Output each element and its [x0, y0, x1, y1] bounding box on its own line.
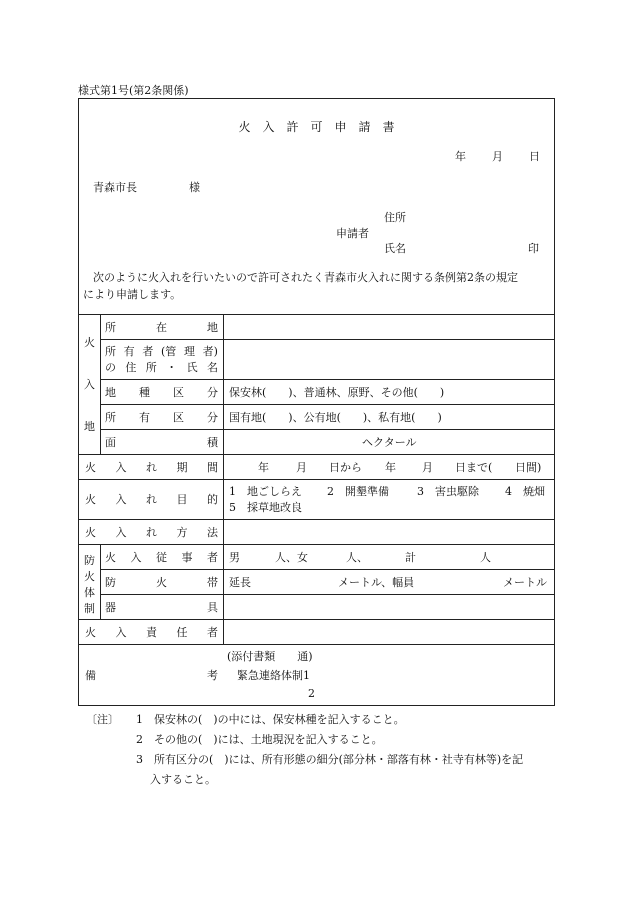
equipment-value[interactable]: [229, 599, 529, 613]
land-group-char-1: 火: [84, 336, 95, 349]
addressee-honorific: 様: [189, 181, 200, 194]
period-year-1: 年: [258, 461, 269, 474]
note-item-3: 3 所有区分の( )には、所有形態の細分(部分林・部落有林・社寺有林等)を記: [136, 753, 524, 766]
workers-label: 火 入 従 事 者: [105, 551, 218, 564]
purpose-option-2: 2 開墾準備: [327, 485, 389, 498]
workers-female: 人、女: [275, 551, 308, 564]
period-year-2: 年: [385, 461, 396, 474]
workers-total: 計: [405, 551, 416, 564]
remarks-label: 備 考: [85, 669, 218, 682]
workers-female-unit: 人、: [346, 551, 368, 564]
purpose-option-5: 5 採草地改良: [229, 501, 302, 514]
responsible-label: 火 入 責 任 者: [85, 626, 218, 639]
period-day-from: 日から: [329, 461, 362, 474]
responsible-value[interactable]: [229, 624, 529, 638]
application-form: [78, 98, 555, 706]
firebreak-width-unit: メートル: [503, 576, 547, 589]
remarks-contact-1: 緊急連絡体制1: [237, 669, 310, 682]
firebreak-length: 延長: [229, 576, 251, 589]
method-value[interactable]: [229, 524, 529, 538]
applicant-address-label: 住所: [384, 211, 406, 224]
notes-heading: 〔注〕: [86, 713, 119, 726]
land-type-value: 保安林( )、普通林、原野、その他( ): [229, 386, 445, 399]
period-label: 火 入 れ 期 間: [85, 461, 218, 474]
note-item-3-continuation: 入すること。: [150, 773, 216, 786]
location-value[interactable]: [229, 319, 529, 333]
applicant-label: 申請者: [336, 227, 369, 240]
workers-male: 男: [229, 551, 240, 564]
firebreak-width: メートル、幅員: [338, 576, 415, 589]
intro-line-1: 次のように火入れを行いたいので許可されたく青森市火入れに関する条例第2条の規定: [93, 271, 518, 284]
purpose-option-1: 1 地ごしらえ: [229, 485, 302, 498]
purpose-label: 火 入 れ 目 的: [85, 493, 218, 506]
land-group-char-3: 地: [84, 420, 95, 433]
owner-value[interactable]: [229, 351, 529, 365]
addressee-name: 青森市長: [93, 181, 137, 194]
form-title: 火 入 許 可 申 請 書: [238, 120, 395, 134]
ownership-value: 国有地( )、公有地( )、私有地( ): [229, 411, 442, 424]
note-item-2: 2 その他の( )には、土地現況を記入すること。: [136, 733, 383, 746]
remarks-contact-2: 2: [308, 687, 315, 700]
purpose-option-3: 3 害虫駆除: [417, 485, 479, 498]
note-item-1: 1 保安林の( )の中には、保安林種を記入すること。: [136, 713, 405, 726]
period-month-1: 月: [296, 461, 307, 474]
remarks-attachments: (添付書類 通): [227, 650, 313, 663]
firebreak-label: 防 火 帯: [105, 576, 218, 589]
fire-group-label: 防 火 体 制: [84, 554, 95, 615]
method-label: 火 入 れ 方 法: [85, 526, 218, 539]
owner-label-line2: の 住 所 ・ 氏 名: [105, 361, 218, 374]
seal-mark: 印: [528, 242, 539, 255]
date-day: 日: [529, 150, 540, 163]
location-label: 所 在 地: [105, 321, 218, 334]
equipment-label: 器 具: [105, 601, 218, 614]
area-label: 面 積: [105, 436, 218, 449]
date-year: 年: [455, 150, 466, 163]
area-unit: ヘクタール: [362, 436, 417, 449]
date-month: 月: [492, 150, 503, 163]
applicant-name-label: 氏名: [384, 242, 406, 255]
purpose-option-4: 4 焼畑: [505, 485, 545, 498]
period-month-2: 月: [422, 461, 433, 474]
workers-total-unit: 人: [480, 551, 491, 564]
land-group-char-2: 入: [84, 378, 95, 391]
period-day-to: 日まで(: [455, 461, 493, 474]
form-label: 様式第1号(第2条関係): [78, 84, 189, 97]
land-group-label: [79, 334, 100, 434]
intro-line-2: により申請します。: [83, 288, 182, 301]
period-days: 日間): [515, 461, 542, 474]
owner-label-line1: 所 有 者 (管 理 者): [105, 345, 218, 358]
land-type-label: 地 種 区 分: [105, 386, 218, 399]
ownership-label: 所 有 区 分: [105, 411, 218, 424]
